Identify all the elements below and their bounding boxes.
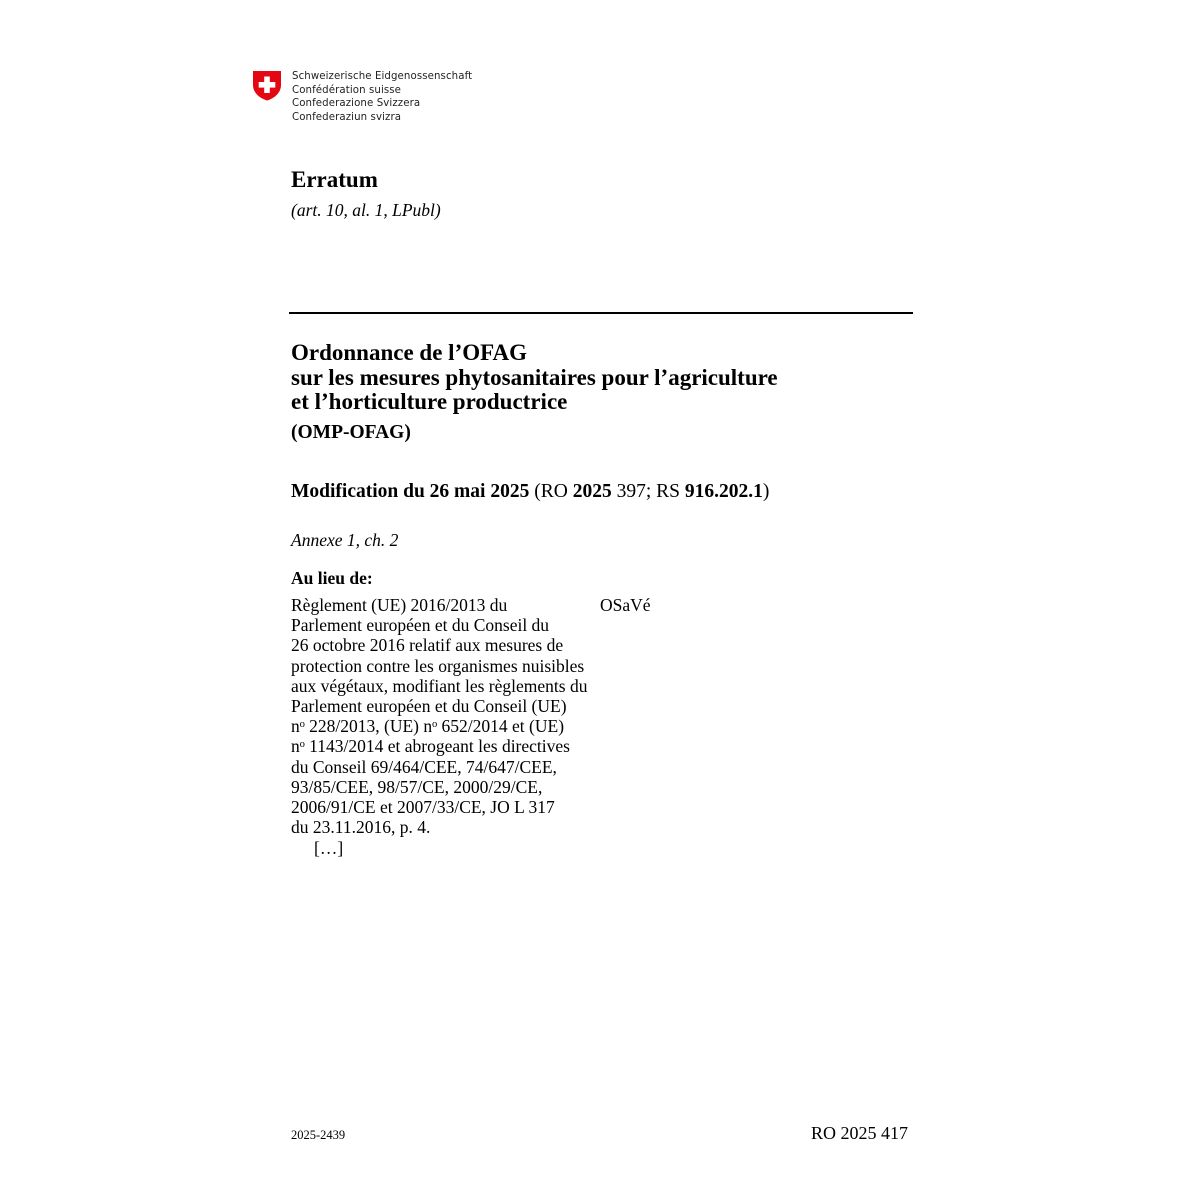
regulation-line: Parlement européen et du Conseil du <box>291 615 550 636</box>
regulation-line: du 23.11.2016, p. 4. <box>291 817 431 838</box>
section-divider <box>289 312 913 314</box>
modification-close: ) <box>762 481 770 502</box>
modification-label: Modification du 26 mai 2025 <box>291 481 530 502</box>
erratum-legal-reference: (art. 10, al. 1, LPubl) <box>291 200 441 220</box>
footer-document-number: 2025-2439 <box>291 1128 346 1142</box>
regulation-line: 2006/91/CE et 2007/33/CE, JO L 317 <box>291 797 555 818</box>
regulation-line: 93/85/CEE, 98/57/CE, 2000/29/CE, <box>291 776 543 797</box>
footer-ro-reference: RO 2025 417 <box>811 1123 909 1143</box>
ordinance-title-line: et l’horticulture productrice <box>291 389 568 414</box>
ordinance-title <box>291 341 778 415</box>
confederation-name-fr: Confédération suisse <box>292 84 402 96</box>
regulation-line: du Conseil 69/464/CEE, 74/647/CEE, <box>291 756 557 777</box>
ordinance-title-line: Ordonnance de l’OFAG <box>291 340 527 365</box>
regulation-line: nᵒ 228/2013, (UE) nᵒ 652/2014 et (UE) <box>291 716 565 737</box>
regulation-authority: OSaVé <box>600 595 651 615</box>
confederation-names <box>292 70 472 124</box>
ordinance-title-line: sur les mesures phytosanitaires pour l’agriculture <box>291 364 778 390</box>
regulation-line: nᵒ 1143/2014 et abrogeant les directives <box>291 736 570 757</box>
modification-line <box>291 480 769 504</box>
regulation-text <box>291 595 606 837</box>
regulation-line: Parlement européen et du Conseil (UE) <box>291 696 567 717</box>
erratum-title: Erratum <box>291 167 378 192</box>
confederation-name-rm: Confederaziun svizra <box>292 111 402 123</box>
ordinance-abbreviation: (OMP-OFAG) <box>291 422 411 443</box>
swiss-coat-of-arms-icon <box>252 70 282 101</box>
annex-reference: Annexe 1, ch. 2 <box>291 530 399 550</box>
regulation-line: 26 octobre 2016 relatif aux mesures de <box>291 635 564 656</box>
regulation-line: protection contre les organismes nuisibles <box>291 655 585 676</box>
confederation-name-it: Confederazione Svizzera <box>292 98 421 110</box>
ro-page: 397; RS <box>611 481 685 502</box>
regulation-line: aux végétaux, modifiant les règlements du <box>291 675 588 696</box>
regulation-line: Règlement (UE) 2016/2013 du <box>291 595 508 615</box>
ro-prefix: (RO <box>529 481 573 502</box>
rs-number: 916.202.1 <box>684 481 763 502</box>
instead-of-heading: Au lieu de: <box>291 568 373 588</box>
omission-ellipsis: […] <box>314 838 344 858</box>
ro-year: 2025 <box>572 481 612 502</box>
confederation-name-de: Schweizerische Eidgenossenschaft <box>292 71 473 82</box>
